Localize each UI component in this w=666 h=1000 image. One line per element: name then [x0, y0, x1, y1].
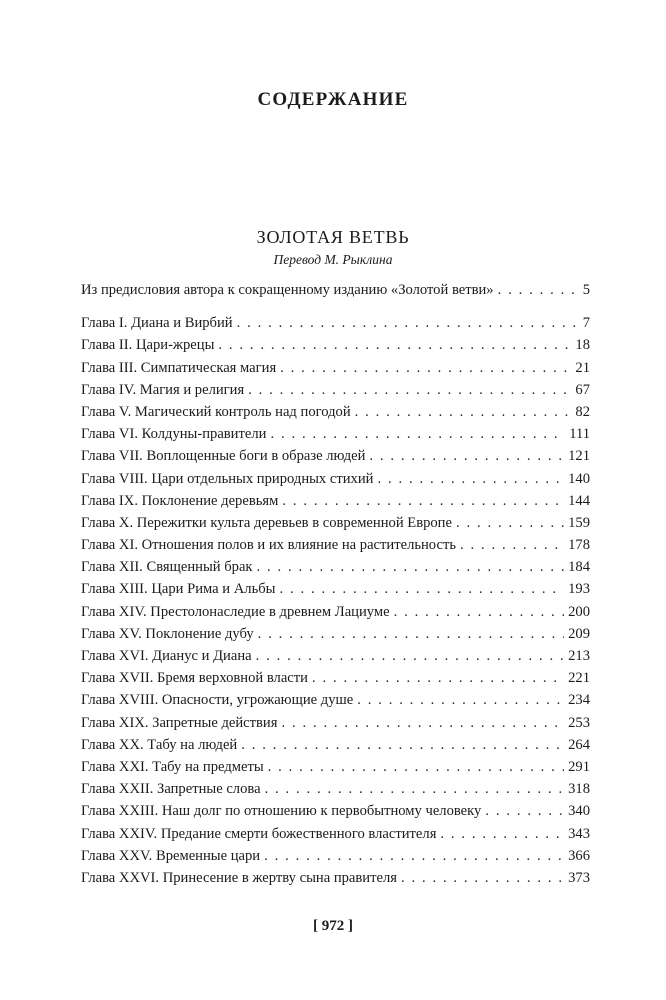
toc-entry-label: Глава XXVI. Принесение в жертву сына правителя [81, 869, 397, 886]
toc-leader-dots [237, 315, 579, 332]
toc-entry-label: Глава XI. Отношения полов и их влияние на растительность [81, 537, 456, 554]
toc-leader-dots [369, 448, 564, 465]
toc-leader-dots [355, 404, 572, 421]
toc-leader-dots [241, 737, 564, 754]
toc-entry-page: 340 [568, 803, 590, 820]
book-title: ЗОЛОТАЯ ВЕТВЬ [256, 227, 410, 247]
toc-entry-label: Глава IV. Магия и религия [81, 381, 245, 398]
toc-entry-page: 159 [568, 514, 590, 531]
toc-leader-dots [485, 803, 564, 820]
toc-leader-dots [282, 493, 564, 510]
toc-entry-chapter-19[interactable] [81, 715, 590, 737]
toc-leader-dots [312, 670, 564, 687]
toc-entry-chapter-12[interactable] [81, 559, 590, 581]
toc-entry-label: Глава XIII. Цари Рима и Альбы [81, 581, 276, 598]
toc-leader-dots [265, 781, 565, 798]
toc-leader-dots [256, 648, 564, 665]
toc-leader-dots [394, 604, 565, 621]
toc-leader-dots [460, 537, 564, 554]
translator-credit: Перевод М. Рыклина [273, 252, 393, 267]
toc-entry-chapter-8[interactable] [81, 471, 590, 493]
toc-entry-chapter-2[interactable] [81, 337, 590, 359]
toc-entry-page: 178 [568, 537, 590, 554]
toc-entry-chapter-17[interactable] [81, 670, 590, 692]
toc-entry-chapter-4[interactable] [81, 382, 590, 404]
toc-entry-preface[interactable] [81, 282, 590, 304]
toc-leader-dots [264, 848, 564, 865]
toc-leader-dots [268, 759, 564, 776]
toc-entry-label: Глава II. Цари-жрецы [81, 337, 215, 354]
toc-entry-page: 213 [568, 648, 590, 664]
toc-entry-chapter-3[interactable] [81, 360, 590, 382]
toc-entry-label: Глава XVI. Дианус и Диана [81, 648, 252, 664]
toc-entry-label: Глава VIII. Цари отдельных природных стихий [81, 470, 374, 487]
toc-entry-label: Глава XXI. Табу на предметы [81, 758, 264, 775]
toc-entry-label: Глава X. Пережитки культа деревьев в современной Европе [81, 514, 452, 531]
toc-entry-label: Глава XXIV. Предание смерти божественного властителя [81, 825, 437, 842]
toc-entry-page: 253 [568, 714, 590, 731]
toc-entry-label: Глава VII. Воплощенные боги в образе людей [81, 448, 366, 465]
toc-entry-chapter-20[interactable] [81, 737, 590, 759]
toc-leader-dots [279, 581, 564, 598]
toc-entry-chapter-5[interactable] [81, 404, 590, 426]
toc-leader-dots [377, 471, 564, 488]
page-number: [ 972 ] [313, 918, 353, 934]
toc-entry-label: Глава XV. Поклонение дубу [81, 625, 254, 642]
toc-entry-chapter-10[interactable] [81, 515, 590, 537]
toc-entry-label: Из предисловия автора к сокращенному изданию «Золотой ветви» [81, 282, 494, 298]
toc-entry-label: Глава XIX. Запретные действия [81, 714, 278, 731]
toc-entry-chapter-21[interactable] [81, 759, 590, 781]
toc-entry-page: 318 [568, 781, 590, 798]
toc-entry-label: Глава XXIII. Наш долг по отношению к первобытному человеку [81, 803, 482, 820]
toc-entry-chapter-7[interactable] [81, 448, 590, 470]
toc-entry-page: 264 [568, 736, 590, 753]
toc-leader-dots [218, 337, 571, 354]
toc-entry-page: 184 [568, 559, 590, 576]
toc-entry-page: 67 [575, 381, 590, 398]
toc-entry-chapter-11[interactable] [81, 537, 590, 559]
toc-leader-dots [280, 360, 571, 377]
toc-entry-label: Глава I. Диана и Вирбий [81, 315, 233, 332]
toc-entry-label: Глава III. Симпатическая магия [81, 359, 277, 376]
toc-entry-label: Глава V. Магический контроль над погодой [81, 403, 351, 420]
toc-entry-page: 343 [568, 825, 590, 842]
toc-entry-page: 82 [575, 403, 590, 420]
toc-entry-chapter-13[interactable] [81, 581, 590, 603]
toc-entry-page: 7 [582, 315, 590, 332]
toc-entry-page: 21 [575, 359, 590, 376]
toc-entry-chapter-16[interactable] [81, 648, 590, 670]
toc-entry-page: 5 [582, 282, 590, 298]
toc-entry-label: Глава XXV. Временные цари [81, 847, 261, 864]
toc-leader-dots [281, 715, 564, 732]
toc-leader-dots [357, 692, 564, 709]
toc-entry-chapter-25[interactable] [81, 848, 590, 870]
toc-entry-page: 18 [575, 337, 590, 354]
toc-entry-page: 111 [569, 426, 590, 443]
toc-entry-page: 144 [568, 492, 590, 509]
toc-entry-label: Глава XIV. Престолонаследие в древнем Лациуме [81, 603, 390, 620]
toc-entry-page: 140 [568, 470, 590, 487]
toc-entry-chapter-15[interactable] [81, 626, 590, 648]
toc-entry-label: Глава XVII. Бремя верховной власти [81, 670, 308, 687]
toc-entry-page: 193 [568, 581, 590, 598]
toc-entry-page: 291 [568, 758, 590, 775]
toc-entry-page: 234 [568, 692, 590, 709]
toc-leader-dots [258, 626, 564, 643]
toc-leader-dots [498, 282, 579, 299]
toc-entry-chapter-26[interactable] [81, 870, 590, 892]
toc-entry-page: 200 [568, 603, 590, 620]
toc-entry-chapter-9[interactable] [81, 493, 590, 515]
toc-leader-dots [456, 515, 564, 532]
toc-entry-chapter-18[interactable] [81, 692, 590, 714]
toc-leader-dots [401, 870, 564, 887]
toc-entry-chapter-22[interactable] [81, 781, 590, 803]
toc-entry-chapter-24[interactable] [81, 826, 590, 848]
toc-leader-dots [257, 559, 565, 576]
page-title: СОДЕРЖАНИЕ [257, 89, 409, 110]
table-of-contents [81, 282, 590, 892]
toc-entry-page: 121 [568, 448, 590, 465]
toc-entry-label: Глава XXII. Запретные слова [81, 781, 261, 798]
toc-entry-label: Глава XVIII. Опасности, угрожающие душе [81, 692, 354, 709]
toc-entry-chapter-14[interactable] [81, 604, 590, 626]
toc-entry-label: Глава XX. Табу на людей [81, 736, 238, 753]
toc-entry-chapter-1[interactable] [81, 315, 590, 337]
toc-entry-label: Глава IX. Поклонение деревьям [81, 492, 279, 509]
toc-entry-chapter-23[interactable] [81, 803, 590, 825]
toc-entry-label: Глава VI. Колдуны-правители [81, 426, 267, 443]
toc-entry-page: 209 [568, 625, 590, 642]
toc-entry-chapter-6[interactable] [81, 426, 590, 448]
toc-entry-page: 221 [568, 670, 590, 687]
toc-entry-page: 373 [568, 869, 590, 886]
toc-entry-label: Глава XII. Священный брак [81, 559, 253, 576]
toc-entry-page: 366 [568, 847, 590, 864]
toc-leader-dots [270, 426, 565, 443]
toc-leader-dots [440, 826, 564, 843]
toc-leader-dots [248, 382, 571, 399]
